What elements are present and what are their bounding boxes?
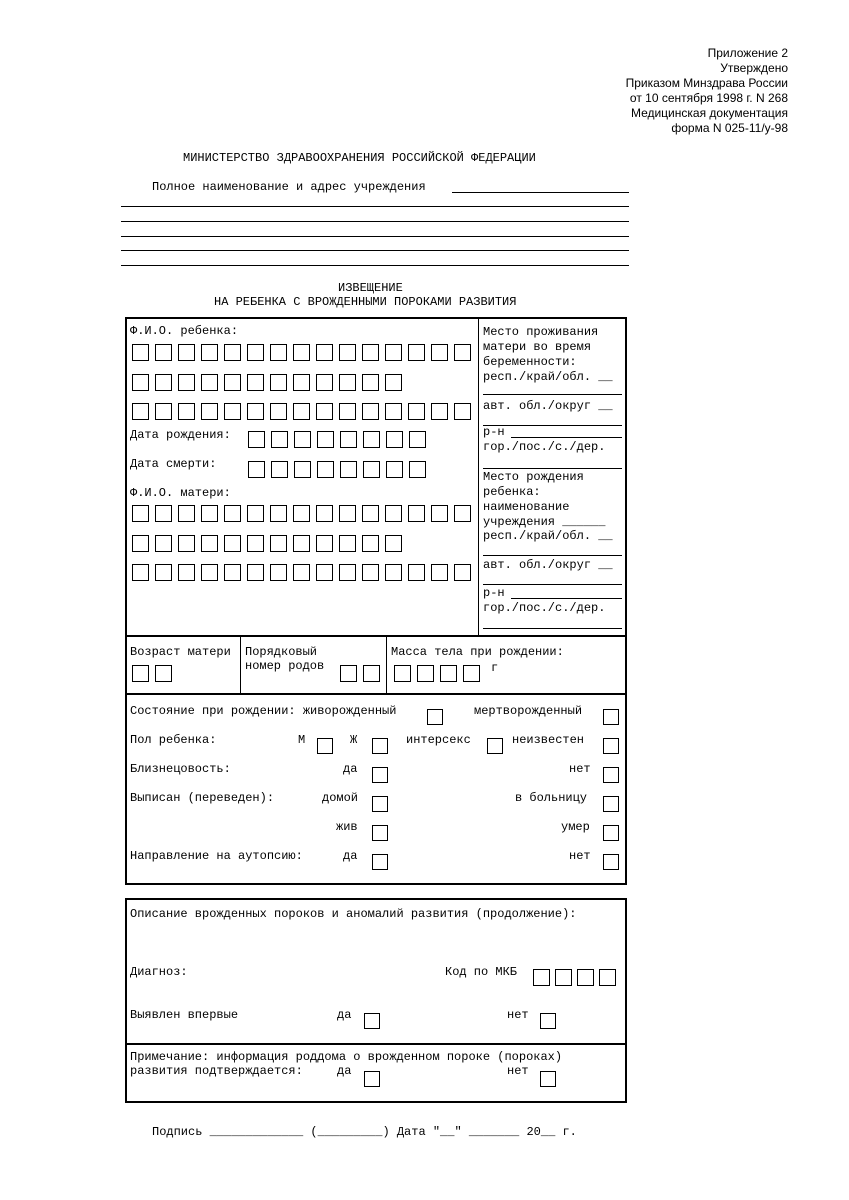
weight-unit: г	[491, 661, 499, 675]
divider	[125, 635, 627, 637]
child-name-cells-row2[interactable]	[132, 374, 402, 391]
twins-no-checkbox[interactable]	[603, 767, 619, 783]
sex-f-checkbox[interactable]	[372, 738, 388, 754]
birth-order-label: Порядковый	[245, 645, 318, 659]
sex-m-label: М	[298, 733, 306, 747]
mother-age-cells[interactable]	[132, 665, 172, 682]
note-label: развития подтверждается:	[130, 1064, 303, 1078]
home-label: домой	[322, 791, 359, 805]
twins-label: Близнецовость:	[130, 762, 231, 776]
autopsy-yes-checkbox[interactable]	[372, 854, 388, 870]
first-detected-yes-checkbox[interactable]	[364, 1013, 380, 1029]
birth-date-label: Дата рождения:	[130, 428, 231, 442]
header-line: Приложение 2	[707, 46, 788, 60]
unknown-checkbox[interactable]	[603, 738, 619, 754]
birth-state-label: Состояние при рождении: живорожденный	[130, 704, 397, 718]
note-no-label: нет	[507, 1064, 529, 1078]
form-title: ИЗВЕЩЕНИЕ	[338, 281, 403, 295]
residence-line[interactable]	[483, 394, 622, 395]
mother-age-label: Возраст матери	[130, 645, 231, 659]
icd-code-cells[interactable]	[533, 969, 616, 986]
description-label: Описание врожденных пороков и аномалий развития (продолжение):	[130, 907, 577, 921]
institution-line[interactable]	[121, 250, 629, 251]
birthplace-line[interactable]	[483, 555, 622, 556]
note-no-checkbox[interactable]	[540, 1071, 556, 1087]
birthplace-line[interactable]	[483, 584, 622, 585]
birth-order-label: номер родов	[245, 659, 325, 673]
note-yes-label: да	[337, 1064, 352, 1078]
approval-header	[626, 46, 788, 136]
hospital-label: в больницу	[515, 791, 588, 805]
note-yes-checkbox[interactable]	[364, 1071, 380, 1087]
institution-line[interactable]	[121, 236, 629, 237]
alive-checkbox[interactable]	[372, 825, 388, 841]
residence-district: авт. обл./округ __	[483, 399, 613, 413]
child-name-label: Ф.И.О. ребенка:	[130, 324, 239, 338]
header-line: Приказом Минздрава России	[625, 76, 788, 90]
header-line: от 10 сентября 1998 г. N 268	[629, 91, 788, 105]
birthplace-region: респ./край/обл. __	[483, 529, 613, 543]
intersex-checkbox[interactable]	[487, 738, 503, 754]
twins-yes-checkbox[interactable]	[372, 767, 388, 783]
twins-no-label: нет	[569, 762, 591, 776]
birthplace-label: Место рождения ребенка: наименование учреждения ______	[483, 470, 606, 529]
mother-name-label: Ф.И.О. матери:	[130, 486, 231, 500]
home-checkbox[interactable]	[372, 796, 388, 812]
ministry-title: МИНИСТЕРСТВО ЗДРАВООХРАНЕНИЯ РОССИЙСКОЙ ФЕДЕРАЦИИ	[183, 151, 536, 165]
birth-date-cells[interactable]	[248, 431, 426, 448]
birthplace-town: гор./пос./с./дер.	[483, 601, 606, 615]
birthplace-district: авт. обл./округ __	[483, 558, 613, 572]
first-detected-no-label: нет	[507, 1008, 529, 1022]
sex-f-label: Ж	[350, 733, 358, 747]
sex-m-checkbox[interactable]	[317, 738, 333, 754]
died-checkbox[interactable]	[603, 825, 619, 841]
birthplace-line[interactable]	[483, 628, 622, 629]
divider	[478, 318, 479, 636]
intersex-label: интерсекс	[406, 733, 471, 747]
liveborn-checkbox[interactable]	[427, 709, 443, 725]
mother-name-cells-row1[interactable]	[132, 505, 471, 522]
death-date-cells[interactable]	[248, 461, 426, 478]
note-label: Примечание: информация роддома о врожденном пороке (пороках)	[130, 1050, 563, 1064]
institution-label: Полное наименование и адрес учреждения	[152, 180, 426, 194]
residence-area-line[interactable]	[511, 437, 622, 438]
unknown-label: неизвестен	[512, 733, 585, 747]
birth-order-cells[interactable]	[340, 665, 380, 682]
institution-line[interactable]	[121, 206, 629, 207]
alive-label: жив	[336, 820, 358, 834]
institution-input-line[interactable]	[452, 192, 629, 193]
institution-line[interactable]	[121, 265, 629, 266]
divider	[125, 1043, 627, 1045]
child-name-cells-row3[interactable]	[132, 403, 471, 420]
header-line: Медицинская документация	[630, 106, 788, 120]
stillborn-label: мертворожденный	[474, 704, 583, 718]
first-detected-yes-label: да	[337, 1008, 352, 1022]
institution-line[interactable]	[121, 221, 629, 222]
first-detected-label: Выявлен впервые	[130, 1008, 239, 1022]
died-label: умер	[561, 820, 590, 834]
birth-weight-cells[interactable]	[394, 665, 480, 682]
residence-town: гор./пос./с./дер.	[483, 440, 606, 454]
birth-weight-label: Масса тела при рождении:	[391, 645, 564, 659]
autopsy-no-checkbox[interactable]	[603, 854, 619, 870]
diagnosis-label: Диагноз:	[130, 965, 188, 979]
child-name-cells-row1[interactable]	[132, 344, 471, 361]
residence-area: р-н	[483, 425, 505, 439]
autopsy-yes-label: да	[343, 849, 358, 863]
stillborn-checkbox[interactable]	[603, 709, 619, 725]
signature-line[interactable]: Подпись _____________ (_________) Дата "__" _______ 20__ г.	[152, 1125, 577, 1139]
header-line: форма N 025-11/у-98	[671, 121, 788, 135]
residence-label: Место проживания матери во время беременности: респ./край/обл. __	[483, 325, 613, 384]
icd-code-label: Код по МКБ	[445, 965, 518, 979]
death-date-label: Дата смерти:	[130, 457, 217, 471]
divider	[240, 636, 241, 694]
discharged-label: Выписан (переведен):	[130, 791, 275, 805]
birthplace-area: р-н	[483, 586, 505, 600]
autopsy-label: Направление на аутопсию:	[130, 849, 303, 863]
mother-name-cells-row3[interactable]	[132, 564, 471, 581]
residence-line[interactable]	[483, 468, 622, 469]
sex-label: Пол ребенка:	[130, 733, 217, 747]
header-line: Утверждено	[720, 61, 788, 75]
form-subtitle: НА РЕБЕНКА С ВРОЖДЕННЫМИ ПОРОКАМИ РАЗВИТИЯ	[214, 295, 517, 309]
mother-name-cells-row2[interactable]	[132, 535, 402, 552]
birthplace-area-line[interactable]	[511, 598, 622, 599]
twins-yes-label: да	[343, 762, 358, 776]
hospital-checkbox[interactable]	[603, 796, 619, 812]
divider	[386, 636, 387, 694]
first-detected-no-checkbox[interactable]	[540, 1013, 556, 1029]
autopsy-no-label: нет	[569, 849, 591, 863]
